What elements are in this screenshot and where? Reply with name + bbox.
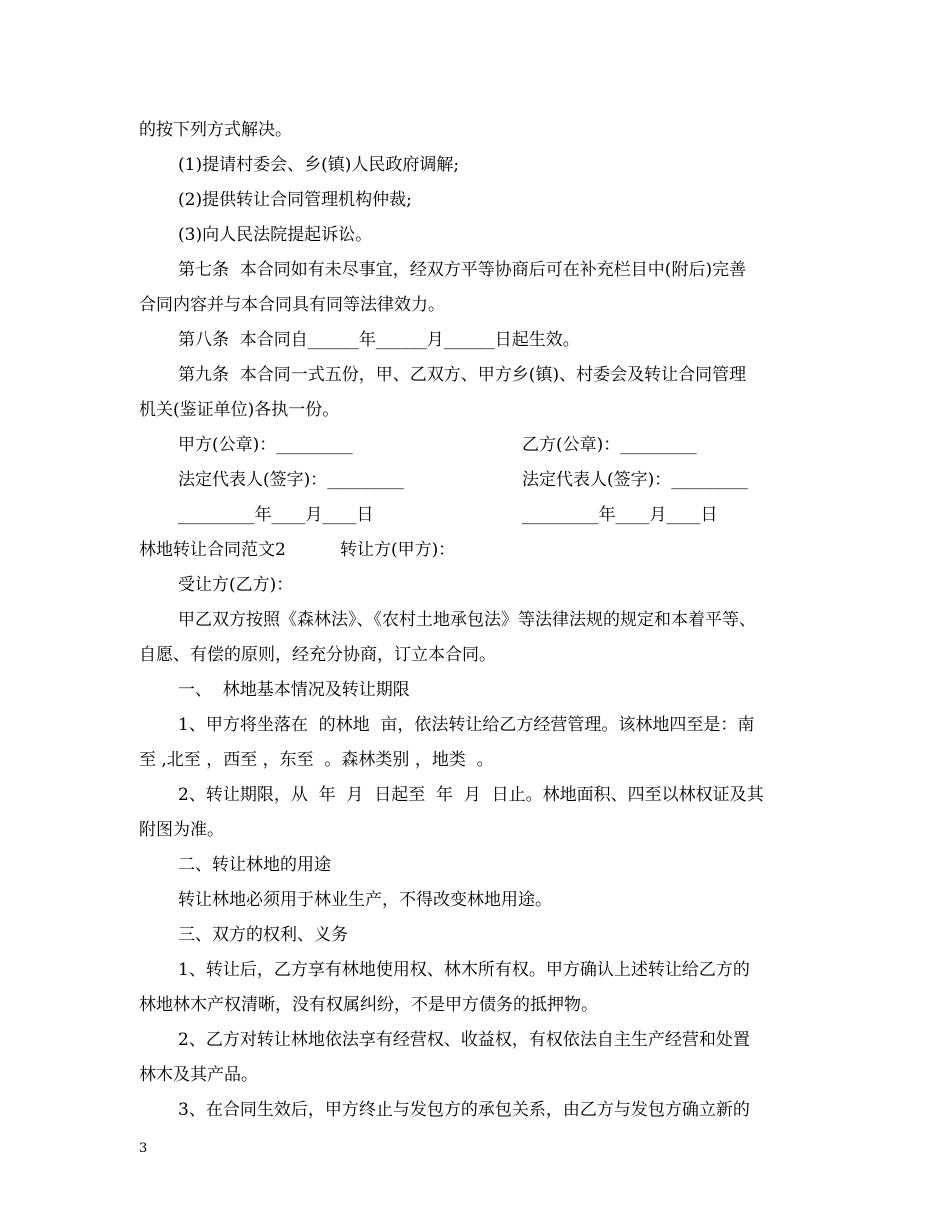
text-line: (2)提供转让合同管理机构仲裁; <box>178 190 412 210</box>
party-b-seal: 乙方(公章)：_________ <box>522 435 697 455</box>
party-a-seal: 甲方(公章)：_________ <box>178 435 353 455</box>
clause-heading: 三、双方的权利、义务 <box>178 925 348 945</box>
text-line: 自愿、有偿的原则，经充分协商，订立本合同。 <box>139 645 496 665</box>
party-b-representative: 法定代表人(签字)：_________ <box>522 470 748 490</box>
clause-heading: 一、 林地基本情况及转让期限 <box>178 680 410 700</box>
text-line: 转让林地必须用于林业生产，不得改变林地用途。 <box>178 890 552 910</box>
text-line: 合同内容并与本合同具有同等法律效力。 <box>139 295 445 315</box>
article-8: 第八条 本合同自______年______月______日起生效。 <box>178 330 580 350</box>
text-line: 2、乙方对转让林地依法享有经营权、收益权，有权依法自主生产经营和处置 <box>178 1030 750 1050</box>
clause-heading: 二、转让林地的用途 <box>178 855 331 875</box>
text-line: 林木及其产品。 <box>139 1065 258 1085</box>
text-line: 受让方(乙方)： <box>178 575 294 595</box>
text-line: (3)向人民法院提起诉讼。 <box>178 225 373 245</box>
text-line: 机关(鉴证单位)各执一份。 <box>139 400 340 420</box>
party-a-representative: 法定代表人(签字)：_________ <box>178 470 404 490</box>
text-line: (1)提请村委会、乡(镇)人民政府调解; <box>178 155 460 175</box>
text-line: 的按下列方式解决。 <box>139 120 292 140</box>
text-line: 3、在合同生效后，甲方终止与发包方的承包关系，由乙方与发包方确立新的 <box>178 1100 750 1120</box>
party-a-date: _________年____月____日 <box>178 505 374 525</box>
text-line: 2、转让期限，从 年 月 日起至 年 月 日止。林地面积、四至以林权证及其 <box>178 785 764 805</box>
text-line: 附图为准。 <box>139 820 224 840</box>
text-line: 至 ,北至 ，西至 ，东至 。森林类别 ，地类 。 <box>139 750 494 770</box>
transferor-label: 转让方(甲方)： <box>340 540 456 560</box>
article-7: 第七条 本合同如有未尽事宜，经双方平等协商后可在补充栏目中(附后)完善 <box>178 260 747 280</box>
section-heading: 林地转让合同范文2 <box>139 540 286 560</box>
text-line: 1、转让后，乙方享有林地使用权、林木所有权。甲方确认上述转让给乙方的 <box>178 960 750 980</box>
text-line: 林地林木产权清晰，没有权属纠纷，不是甲方债务的抵押物。 <box>139 995 598 1015</box>
page-number: 3 <box>139 1141 148 1156</box>
text-line: 甲乙双方按照《森林法》、《农村土地承包法》等法律法规的规定和本着平等、 <box>178 610 756 630</box>
article-9: 第九条 本合同一式五份，甲、乙双方、甲方乡(镇)、村委会及转让合同管理 <box>178 365 747 385</box>
party-b-date: _________年____月____日 <box>522 505 718 525</box>
text-line: 1、甲方将坐落在 的林地 亩，依法转让给乙方经营管理。该林地四至是：南 <box>178 715 755 735</box>
